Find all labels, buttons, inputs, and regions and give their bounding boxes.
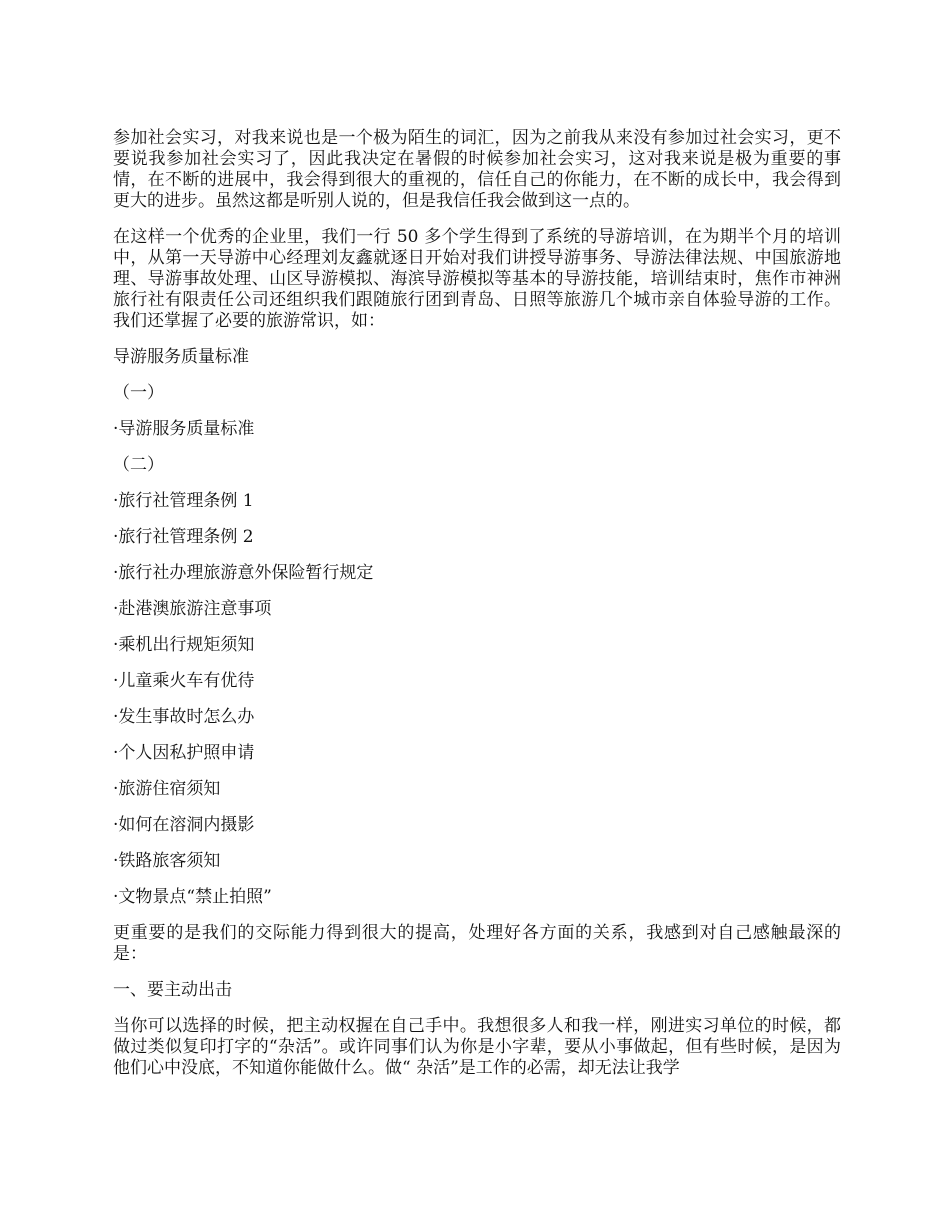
- document-body: [113, 128, 841, 1094]
- paragraph-intro: 参加社会实习，对我来说也是一个极为陌生的词汇，因为之前我从来没有参加过社会实习，更不要说我参加社会实习了，因此我决定在暑假的时候参加社会实习，这对我来说是极为重要的事情，在不断的进展中，我会得到很大的重视的，信任自己的你能力，在不断的成长中，我会得到更大的进步。虽然这都是听别人说的，但是我信任我会做到这一点的。: [113, 128, 841, 211]
- list-item: ·旅行社管理条例 2: [113, 527, 254, 547]
- paragraph-training: 在这样一个优秀的企业里，我们一行 50 多个学生得到了系统的导游培训，在为期半个月的培训中，从第一天导游中心经理刘友鑫就逐日开始对我们讲授导游事务、导游法律法规、中国旅游地理、导游事故处理、山区导游模拟、海滨导游模拟等基本的导游技能，培训结束时，焦作市神洲旅行社有限责任公司还组织我们跟随旅行团到青岛、日照等旅游几个城市亲自体验导游的工作。我们还掌握了必要的旅游常识，如：: [113, 227, 841, 331]
- list-item: ·赴港澳旅游注意事项: [113, 599, 272, 619]
- list-item: 导游服务质量标准: [113, 347, 249, 367]
- list-item: ·文物景点“禁止拍照”: [113, 887, 272, 907]
- list-item: ·发生事故时怎么办: [113, 707, 255, 727]
- list-item: ·导游服务质量标准: [113, 419, 255, 439]
- section-heading: 一、要主动出击: [113, 980, 232, 1000]
- list-item: ·儿童乘火车有优待: [113, 671, 255, 691]
- list-item: ·乘机出行规矩须知: [113, 635, 255, 655]
- list-item: （一）: [113, 383, 164, 403]
- list-item: ·个人因私护照申请: [113, 743, 255, 763]
- list-item: ·旅游住宿须知: [113, 779, 221, 799]
- list-item: ·旅行社办理旅游意外保险暂行规定: [113, 563, 374, 583]
- paragraph-initiative: 当你可以选择的时候，把主动权握在自己手中。我想很多人和我一样，刚进实习单位的时候，都做过类似复印打字的“杂活”。或许同事们认为你是小字辈，要从小事做起，但有些时候，是因为他们心中没底，不知道你能做什么。做“ 杂活”是工作的必需，却无法让我学: [113, 1016, 841, 1078]
- list-item: （二）: [113, 455, 164, 475]
- list-item: ·铁路旅客须知: [113, 851, 221, 871]
- list-item: ·如何在溶洞内摄影: [113, 815, 255, 835]
- paragraph-skills: 更重要的是我们的交际能力得到很大的提高，处理好各方面的关系，我感到对自己感触最深的是：: [113, 923, 841, 964]
- list-item: ·旅行社管理条例 1: [113, 491, 254, 511]
